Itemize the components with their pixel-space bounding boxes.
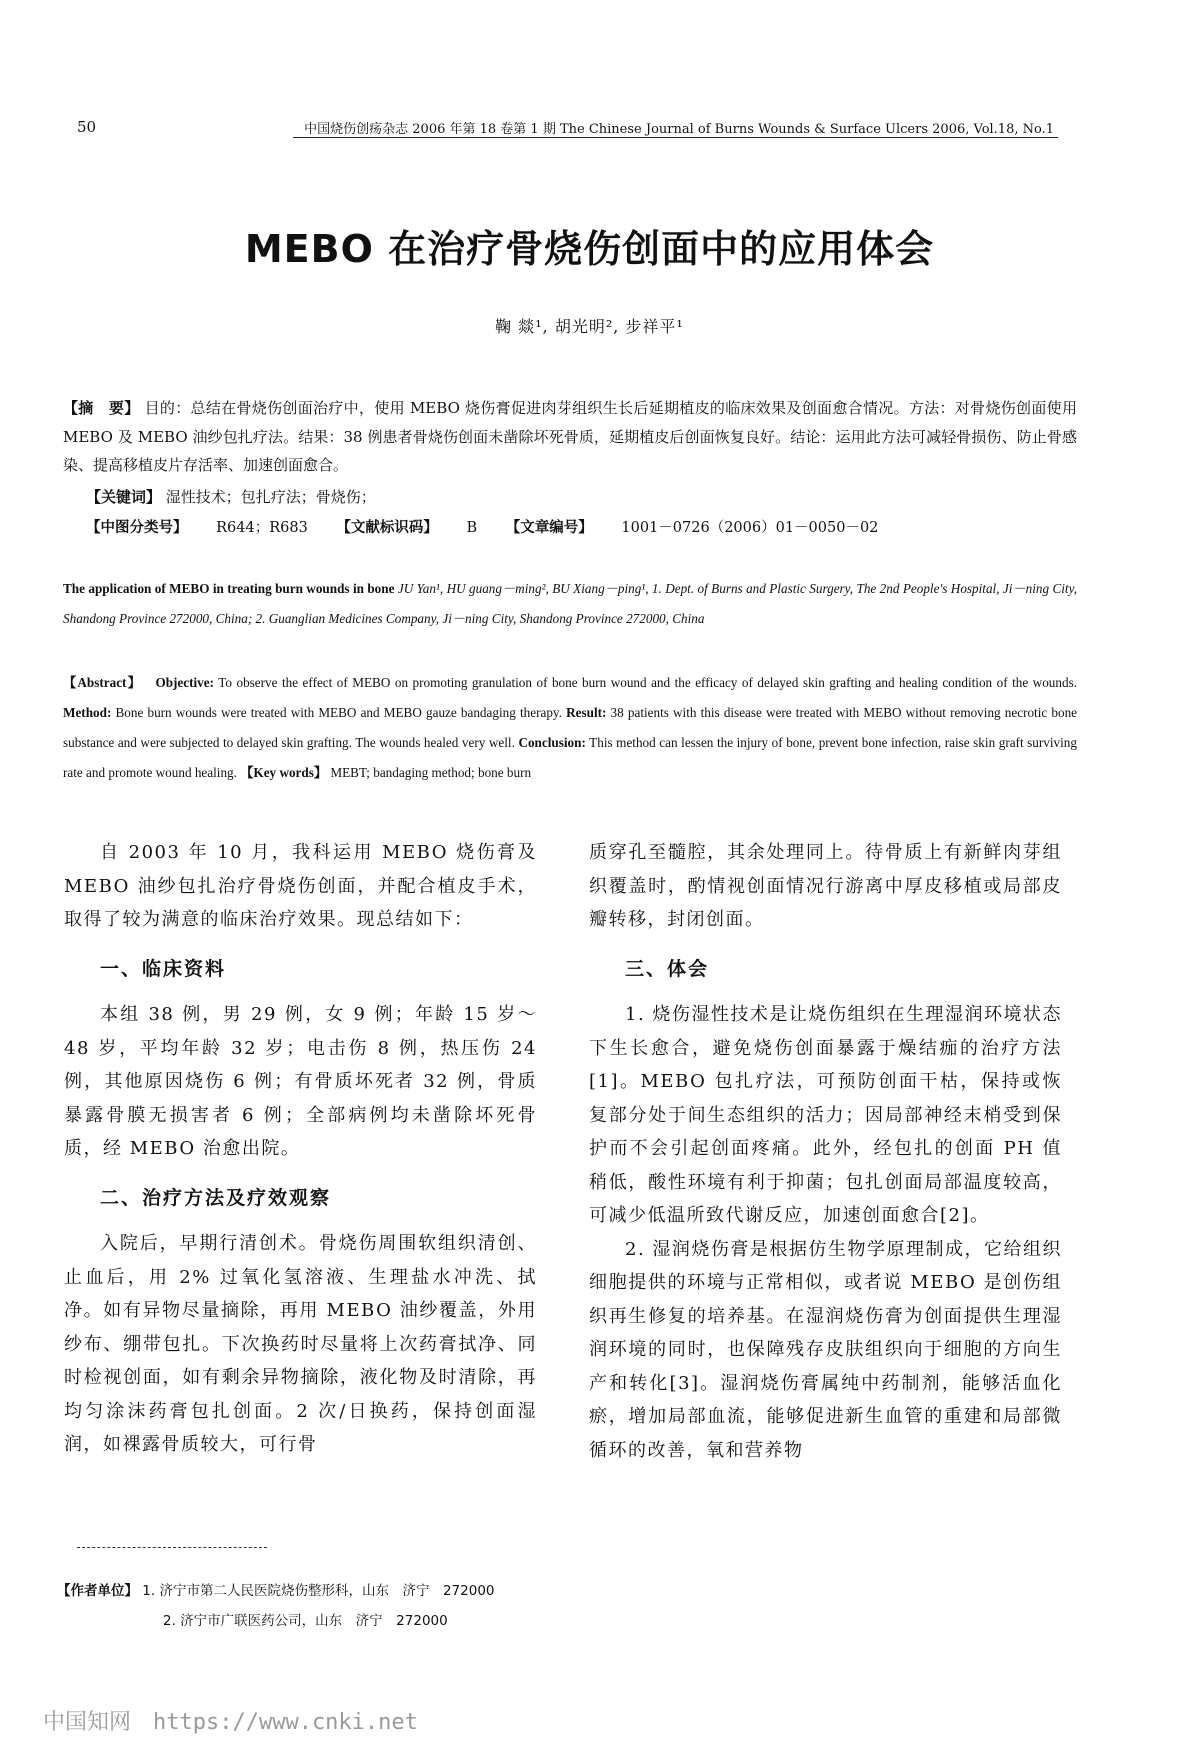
clc-label: 【中图分类号】 (86, 519, 188, 536)
author-unit-1: 1. 济宁市第二人民医院烧伤整形科，山东 济宁 272000 (138, 1583, 495, 1599)
article-title: MEBO 在治疗骨烧伤创面中的应用体会 (244, 227, 935, 271)
clinical-data-paragraph: 本组 38 例，男 29 例，女 9 例；年龄 15 岁～48 岁，平均年龄 32 岁；电击伤 8 例，热压伤 24 例，其他原因烧伤 6 例；有骨质坏死者 32 例，骨质暴露骨膜无损害者 6 例；全部病例均未凿除坏死骨质，经 MEBO 治愈出院。 (64, 1004, 537, 1159)
cnki-watermark: 中国知网 https://www.cnki.net (43, 1710, 418, 1735)
en-method-label: Method: (63, 705, 112, 720)
en-conclusion-label: Conclusion: (518, 735, 586, 750)
treatment-paragraph: 入院后，早期行清创术。骨烧伤周围软组织清创、止血后，用 2% 过氧化氢溶液、生理盐水冲洗、拭净。如有异物尽量摘除，再用 MEBO 油纱覆盖，外用纱布、绷带包扎。下次换药时尽量将上次药膏拭净、同时检视创面，如有剩余异物摘除，液化物及时清除，再均匀涂沫药膏包扎创面。2 次/日换药，保持创面湿润，如裸露骨质较大，可行骨 (64, 1233, 537, 1455)
journal-running-head: 中国烧伤创疡杂志 2006 年第 18 卷第 1 期 The Chinese Journal of Burns Wounds & Surface Ulcers 2006, Vol.18, No.1 (304, 122, 1054, 137)
continued-paragraph: 质穿孔至髓腔，其余处理同上。待骨质上有新鲜肉芽组织覆盖时，酌情视创面情况行游离中厚皮移植或局部皮瓣转移，封闭创面。 (589, 842, 1062, 930)
chinese-abstract (63, 394, 1077, 480)
abstract-label: 【摘 要】 (63, 399, 140, 417)
footnote-line-1 (57, 1579, 495, 1599)
en-conclusion: This method can lessen the injury of bone, prevent bone infection, raise skin graft surviving rate and promote wound healing. (63, 735, 1077, 780)
section-heading-treatment: 二、治疗方法及疗效观察 (100, 1186, 332, 1209)
section-heading-experience: 三、体会 (625, 957, 710, 980)
intro-paragraph: 自 2003 年 10 月，我科运用 MEBO 烧伤膏及 MEBO 油纱包扎治疗骨烧伤创面，并配合植皮手术，取得了较为满意的临床治疗效果。现总结如下： (64, 842, 537, 930)
keywords-text: 湿性技术；包扎疗法；骨烧伤； (165, 488, 376, 506)
experience-point-1: 1. 烧伤湿性技术是让烧伤组织在生理湿润环境状态下生长愈合，避免烧伤创面暴露于燥结痂的治疗方法[1]。MEBO 包扎疗法，可预防创面干枯，保持或恢复部分处于间生态组织的活力；因局部神经末梢受到保护而不会引起创面疼痛。此外，经包扎的创面 PH 值稍低，酸性环境有利于抑菌；包扎创面局部温度较高，可减少低温所致代谢反应，加速创面愈合[2]。 (589, 1004, 1062, 1226)
english-title-block (63, 574, 1077, 634)
en-keywords-label: 【Key words】 (240, 765, 328, 780)
en-keywords: MEBT; bandaging method; bone burn (327, 765, 532, 780)
english-authors-affiliation: JU Yan¹, HU guang－ming², BU Xiang－ping¹, 1. Dept. of Burns and Plastic Surgery, The 2nd People's Hospital, Ji－ning City, Shandong Province 272000, China; 2. Guanglian Medicines Company, Ji－ning City, Shandong Province 272000, China (63, 581, 1077, 626)
clc-value: R644；R683 (216, 520, 308, 536)
experience-point-2: 2. 湿润烧伤膏是根据仿生物学原理制成，它给组织细胞提供的环境与正常相似，或者说 MEBO 是创伤组织再生修复的培养基。在湿润烧伤膏为创面提供生理湿润环境的同时，也保障残存皮肤组织向于细胞的方向生产和转化[3]。湿润烧伤膏属纯中药制剂，能够活血化瘀，增加局部血流，能够促进新生血管的重建和局部微循环的改善，氧和营养物 (589, 1238, 1062, 1461)
keywords-label: 【关键词】 (86, 488, 162, 506)
footnote-line-2: 2. 济宁市广联医药公司，山东 济宁 272000 (163, 1613, 448, 1629)
en-method: Bone burn wounds were treated with MEBO and MEBO gauze bandaging therapy. (111, 705, 562, 720)
header-rule (293, 137, 1058, 138)
running-header (0, 118, 1179, 142)
en-objective-label: Objective: (155, 675, 215, 690)
body-column-left (64, 836, 537, 1462)
doc-code-label: 【文献标识码】 (336, 519, 438, 536)
en-result: 38 patients with this disease were treated with MEBO without removing necrotic bone substance and were subjected to delayed skin grafting. The wounds healed very well. (63, 705, 1078, 750)
doc-code-value: B (466, 520, 478, 536)
article-number-label: 【文章编号】 (505, 519, 593, 536)
section-heading-clinical-data: 一、临床资料 (100, 957, 227, 980)
en-objective: To observe the effect of MEBO on promoting granulation of bone burn wound and the efficacy of delayed skin grafting and healing condition of the wounds. (214, 675, 1078, 690)
page-number: 50 (77, 118, 97, 136)
english-title: The application of MEBO in treating burn wounds in bone (63, 581, 395, 596)
classification-line (86, 516, 878, 537)
author-list: 鞠 燚¹, 胡光明², 步祥平¹ (495, 317, 684, 336)
author-unit-label: 【作者单位】 (57, 1583, 138, 1599)
chinese-keywords (86, 486, 376, 507)
abstract-text: 目的：总结在骨烧伤创面治疗中，使用 MEBO 烧伤膏促进肉芽组织生长后延期植皮的临床效果及创面愈合情况。方法：对骨烧伤创面使用 MEBO 及 MEBO 油纱包扎疗法。结果：38 例患者骨烧伤创面未凿除坏死骨质，延期植皮后创面恢复良好。结论：运用此方法可减轻骨损伤、防止骨感染、提高移植皮片存活率、加速创面愈合。 (63, 399, 1077, 474)
english-abstract (63, 668, 1077, 788)
article-number-value: 1001－0726（2006）01－0050－02 (621, 520, 879, 536)
en-result-label: Result: (566, 705, 607, 720)
en-abstract-label: 【Abstract】 (63, 675, 142, 690)
body-column-right (589, 836, 1062, 1467)
footnote-rule (77, 1547, 267, 1548)
